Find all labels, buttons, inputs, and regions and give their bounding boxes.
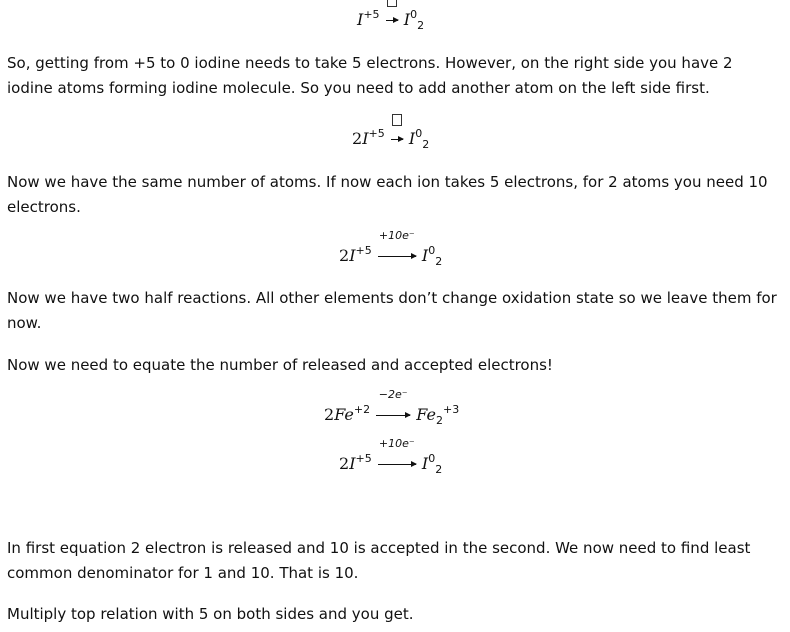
paragraph-3: Now we have two half reactions. All other elements don’t change oxidation state so we leave them for now.	[7, 289, 777, 332]
reaction-arrow	[391, 129, 403, 149]
paragraph-4: Now we need to equate the number of released and accepted electrons!	[7, 356, 553, 374]
eq4-right-charge: +3	[443, 403, 460, 416]
eq2-right-species: I	[408, 129, 416, 148]
placeholder-box-icon	[387, 0, 397, 7]
eq4-left-charge: +2	[353, 403, 371, 416]
eq4-right-species: Fe	[416, 405, 436, 424]
eq5-arrow-label: +10e⁻	[378, 437, 415, 450]
paragraph-2: Now we have the same number of atoms. If now each ion takes 5 electrons, for 2 atoms you need 10 electrons.	[7, 173, 768, 216]
eq5-right-species: I	[421, 454, 429, 473]
paragraph-6: Multiply top relation with 5 on both sides and you get.	[7, 605, 414, 623]
eq5-left-charge: +5	[355, 452, 372, 465]
eq3-right-sub: 2	[435, 255, 443, 268]
reaction-arrow	[376, 388, 410, 425]
eq4-coefficient: 2	[324, 405, 335, 424]
eq2-right-charge: 0	[415, 127, 423, 140]
eq2-coefficient: 2	[352, 129, 363, 148]
eq1-left-species: I	[357, 10, 364, 29]
eq1-right-species: I	[403, 10, 411, 29]
eq4-arrow-label: −2e⁻	[378, 388, 408, 401]
placeholder-box-icon	[392, 114, 402, 126]
eq3-arrow-label: +10e⁻	[378, 229, 415, 242]
eq2-left-charge: +5	[368, 127, 385, 140]
eq2-right-sub: 2	[422, 138, 430, 151]
equation-3	[339, 229, 443, 268]
equation-5	[339, 437, 443, 476]
reaction-arrow	[378, 437, 416, 474]
eq5-right-charge: 0	[428, 452, 436, 465]
eq5-coefficient: 2	[339, 454, 350, 473]
equation-4	[324, 388, 460, 427]
eq3-right-charge: 0	[428, 244, 436, 257]
equation-1	[357, 10, 424, 30]
eq4-right-sub: 2	[436, 414, 443, 427]
paragraph-5: In first equation 2 electron is released and 10 is accepted in the second. We now need to find least common denominator for 1 and 10. That is 10.	[7, 539, 751, 582]
eq2-left-species: I	[362, 129, 369, 148]
eq3-left-species: I	[349, 246, 356, 265]
eq3-left-charge: +5	[355, 244, 372, 257]
equation-2	[352, 129, 429, 149]
eq5-right-sub: 2	[435, 463, 443, 476]
eq3-right-species: I	[421, 246, 429, 265]
paragraph-1: So, getting from +5 to 0 iodine needs to take 5 electrons. However, on the right side you have 2 iodine atoms forming iodine molecule. So you need to add another atom on the left side first.	[7, 54, 733, 97]
eq4-left-species: Fe	[334, 405, 354, 424]
eq3-coefficient: 2	[339, 246, 350, 265]
reaction-arrow	[378, 229, 416, 266]
eq1-right-charge: 0	[410, 8, 418, 21]
eq1-right-sub: 2	[417, 19, 425, 32]
reaction-arrow	[386, 10, 398, 30]
eq5-left-species: I	[349, 454, 356, 473]
eq1-left-charge: +5	[363, 8, 380, 21]
